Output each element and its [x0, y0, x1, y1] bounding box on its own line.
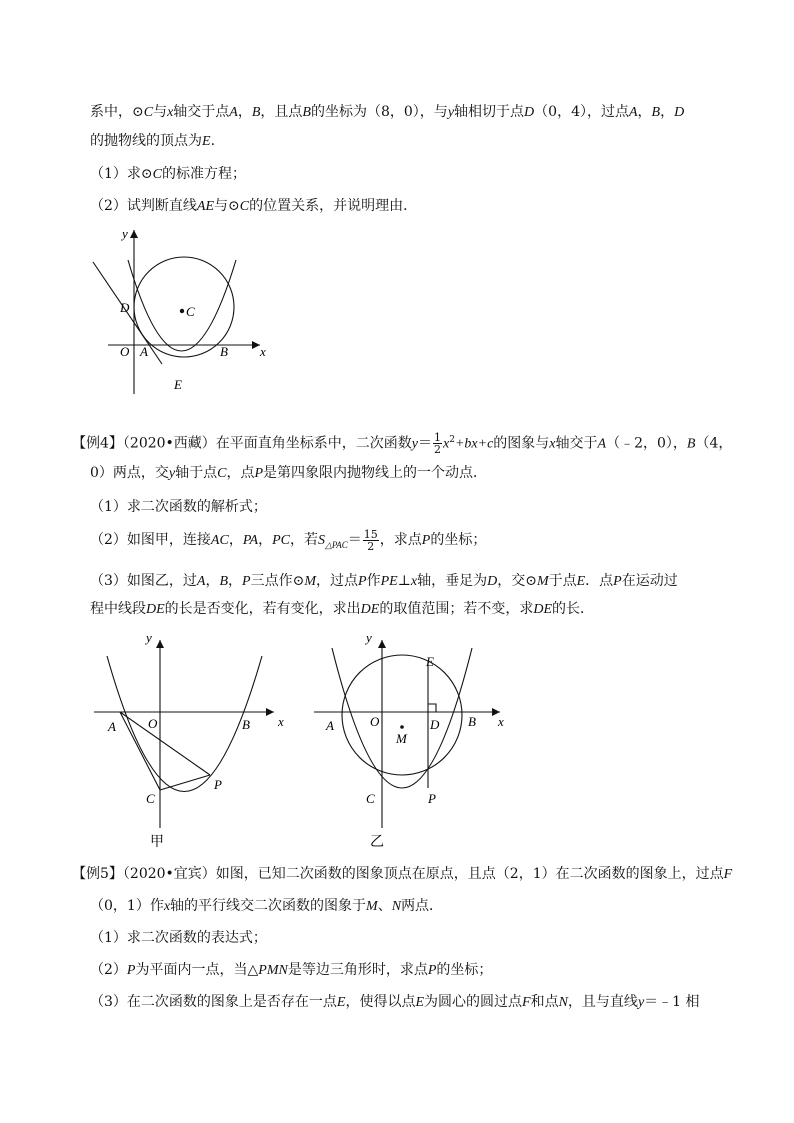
- text: 的位置关系，并说明理由．: [249, 198, 418, 214]
- var: E: [415, 995, 425, 1010]
- text: 作: [366, 573, 381, 589]
- label-c: C: [146, 791, 155, 806]
- label-c: C: [366, 791, 375, 806]
- text: （2）如图甲，连接: [90, 532, 211, 548]
- text: ，交⊙: [497, 573, 537, 589]
- text: ，且点: [260, 104, 303, 120]
- label-a: A: [326, 718, 334, 733]
- text: 三点作⊙: [250, 573, 305, 589]
- var: P: [421, 533, 431, 548]
- var: P: [427, 963, 437, 978]
- text: 0）两点，交: [90, 465, 169, 481]
- var: PA: [242, 533, 259, 548]
- ex5-question-1: [90, 928, 267, 948]
- var: y: [637, 995, 645, 1010]
- text: 轴相切于点: [454, 104, 525, 120]
- var: A: [628, 105, 638, 120]
- label-y: y: [146, 630, 152, 645]
- center-dot: [180, 309, 184, 313]
- var: DE: [533, 602, 553, 617]
- ex5-question-2: [90, 960, 492, 981]
- var: P: [242, 574, 251, 589]
- parabola: [332, 648, 472, 788]
- ex4-figure-yi: [312, 628, 522, 853]
- label-b: B: [468, 714, 476, 729]
- segment-pc: [160, 775, 210, 790]
- text: 的取值范围；若不变，求: [379, 601, 534, 617]
- text: 轴的平行线交二次函数的图象于: [170, 898, 367, 914]
- label-o: O: [370, 714, 380, 729]
- text: 的图象与: [493, 435, 550, 452]
- y-arrow: [378, 640, 386, 648]
- var: x: [167, 105, 174, 120]
- ex5-line-2: [90, 896, 443, 917]
- var: D: [524, 105, 535, 120]
- text: ，: [205, 573, 220, 589]
- var: AC: [210, 533, 229, 548]
- text: ，过点: [316, 573, 359, 589]
- text: 的长是否变化，若有变化，求出: [164, 601, 361, 617]
- ex5-line-1: [72, 864, 732, 885]
- text: 为平面内一点，当△: [135, 962, 259, 978]
- text: （﹣2，0），: [606, 435, 687, 452]
- var: P: [613, 574, 622, 589]
- text: （2）: [90, 962, 127, 978]
- caption-yi: 乙: [370, 834, 384, 850]
- var: E: [202, 134, 211, 149]
- var: PMN: [258, 963, 288, 978]
- text: ，点: [226, 465, 255, 481]
- label-x: x: [498, 714, 504, 729]
- text: 和点: [530, 994, 559, 1010]
- text: 系中，⊙: [90, 104, 144, 120]
- label-m: M: [396, 731, 407, 746]
- parabola: [107, 656, 262, 792]
- var: S: [318, 533, 326, 548]
- label-x: x: [278, 714, 284, 729]
- label-p: P: [214, 777, 222, 792]
- var: N: [391, 899, 402, 914]
- numerator: 15: [363, 527, 378, 541]
- var: C: [143, 105, 154, 120]
- text: 程中线段: [90, 601, 146, 617]
- label-o: O: [120, 344, 130, 359]
- var: AE: [196, 199, 215, 214]
- ex5-question-3: [90, 992, 700, 1013]
- label-y: y: [366, 630, 372, 645]
- label-a: A: [140, 344, 148, 359]
- var: M: [304, 574, 317, 589]
- var: B: [302, 105, 311, 120]
- ex3-question-2: [90, 196, 417, 217]
- var: x: [163, 899, 171, 914]
- text: 【例4】（2020•西藏）在平面直角坐标系中，二次函数: [72, 435, 412, 452]
- text: ，求点: [379, 532, 422, 548]
- text: （1）求⊙: [90, 166, 153, 182]
- ex3-line-1: [90, 102, 684, 123]
- var: x: [443, 436, 450, 452]
- center-dot: [400, 725, 404, 729]
- text: 的坐标；: [430, 532, 487, 548]
- var: P: [358, 574, 367, 589]
- text: 轴交于: [555, 435, 598, 452]
- text: 两点．: [401, 898, 444, 914]
- var: N: [558, 995, 568, 1010]
- var: C: [239, 199, 250, 214]
- fraction: [433, 432, 442, 455]
- text: 为圆心的圆过点: [424, 994, 523, 1010]
- text: 【例5】（2020•宜宾）如图，已知二次函数的图象顶点在原点，且点（2，1）在二次函数的图象上，过点: [72, 866, 724, 882]
- text: .: [210, 133, 216, 149]
- text: 、: [377, 898, 392, 914]
- var: P: [126, 963, 136, 978]
- fraction: [363, 529, 379, 552]
- text: （0，4），过点: [534, 104, 629, 120]
- var: A: [196, 574, 206, 589]
- text: 于点: [548, 573, 577, 589]
- y-arrow: [156, 640, 164, 648]
- label-e: E: [174, 377, 182, 392]
- text: （3）在二次函数的图象上是否存在一点: [90, 994, 337, 1010]
- text: 的坐标为（8，0），与: [310, 104, 448, 120]
- ex3-figure: [88, 222, 278, 402]
- text: （3）如图乙，过: [90, 573, 197, 589]
- text: 轴，垂足为: [417, 573, 488, 589]
- ex4-figure-jia: [92, 628, 302, 853]
- text: 与: [153, 104, 168, 120]
- ex4-question-3b: [90, 599, 594, 620]
- var: D: [487, 574, 498, 589]
- text: （1）求二次函数的解析式；: [90, 499, 267, 515]
- ex4-question-3: [90, 571, 678, 592]
- superscript: 2: [449, 435, 455, 445]
- text: ，若: [290, 532, 319, 548]
- var: +bx+c: [454, 436, 494, 452]
- label-e: E: [426, 654, 434, 669]
- var: E: [576, 574, 586, 589]
- label-b: B: [242, 717, 250, 732]
- subscript: △PAC: [325, 539, 348, 550]
- text: （0，1）作: [90, 898, 164, 914]
- circle-m: [342, 655, 462, 775]
- text: 轴交于点: [173, 104, 230, 120]
- var: B: [651, 105, 661, 120]
- text: ，且与直线: [567, 994, 638, 1010]
- label-y: y: [122, 226, 128, 241]
- text: ，: [258, 532, 273, 548]
- label-a: A: [108, 719, 116, 734]
- text: 轴于点: [175, 465, 218, 481]
- right-angle-mark: [428, 704, 436, 712]
- text: ，: [228, 573, 243, 589]
- label-p: P: [428, 791, 436, 806]
- text: 的标准方程；: [161, 166, 246, 182]
- var: A: [229, 105, 238, 120]
- text: ，: [637, 104, 652, 120]
- var: y: [168, 466, 176, 481]
- var: y: [411, 436, 419, 452]
- text: ，使得以点: [345, 994, 416, 1010]
- text: 与⊙: [214, 198, 240, 214]
- var: C: [217, 466, 227, 481]
- text: ＝: [418, 435, 433, 452]
- var: E: [336, 995, 346, 1010]
- var: DE: [360, 602, 380, 617]
- var: B: [251, 105, 261, 120]
- var: PC: [272, 533, 291, 548]
- label-x: x: [260, 344, 266, 359]
- var: F: [723, 867, 733, 882]
- text: 的长．: [552, 601, 595, 617]
- text: ⊥: [397, 573, 411, 589]
- text: （2）试判断直线: [90, 198, 197, 214]
- var: x: [549, 436, 556, 452]
- var: x: [410, 574, 418, 589]
- ex4-question-1: [90, 497, 267, 517]
- caption-jia: 甲: [150, 834, 164, 850]
- label-c: C: [186, 304, 195, 319]
- text: 是等边三角形时，求点: [287, 962, 428, 978]
- var: DE: [146, 602, 165, 617]
- numerator: 1: [434, 431, 442, 445]
- ex4-question-2: [90, 525, 486, 560]
- var: M: [536, 574, 549, 589]
- y-arrow: [130, 230, 138, 238]
- segment-ap: [120, 712, 210, 775]
- x-arrow: [252, 341, 260, 349]
- var: y: [447, 105, 455, 120]
- var: F: [522, 995, 531, 1010]
- denominator: 2: [434, 443, 442, 457]
- text: 在运动过: [621, 573, 678, 589]
- ex4-line-2: [90, 463, 487, 484]
- text: ，: [228, 532, 243, 548]
- var: A: [597, 436, 607, 452]
- x-arrow: [266, 708, 274, 716]
- var: D: [674, 105, 685, 120]
- ex4-line-1: [72, 427, 732, 458]
- var: PE: [380, 574, 398, 589]
- text: 的坐标；: [436, 962, 493, 978]
- label-b: B: [220, 344, 228, 359]
- label-o: O: [148, 716, 158, 731]
- text: 是第四象限内抛物线上的一个动点．: [263, 465, 488, 481]
- text: （1）求二次函数的表达式；: [90, 930, 267, 946]
- denominator: 2: [367, 539, 375, 553]
- label-d: D: [120, 300, 130, 315]
- var: C: [152, 167, 162, 182]
- text: ，: [660, 104, 675, 120]
- text: ＝: [347, 532, 362, 548]
- text: ．点: [585, 573, 614, 589]
- text: ，: [237, 104, 252, 120]
- text: 的抛物线的顶点为: [90, 133, 202, 149]
- text: （4，: [695, 435, 733, 452]
- var: P: [254, 466, 264, 481]
- var: M: [366, 899, 378, 914]
- label-d: D: [430, 717, 440, 732]
- ex3-question-1: [90, 164, 246, 185]
- ex3-line-2: [90, 131, 215, 152]
- text: ＝﹣1 相: [644, 994, 700, 1010]
- var: B: [219, 574, 229, 589]
- var: B: [686, 436, 696, 452]
